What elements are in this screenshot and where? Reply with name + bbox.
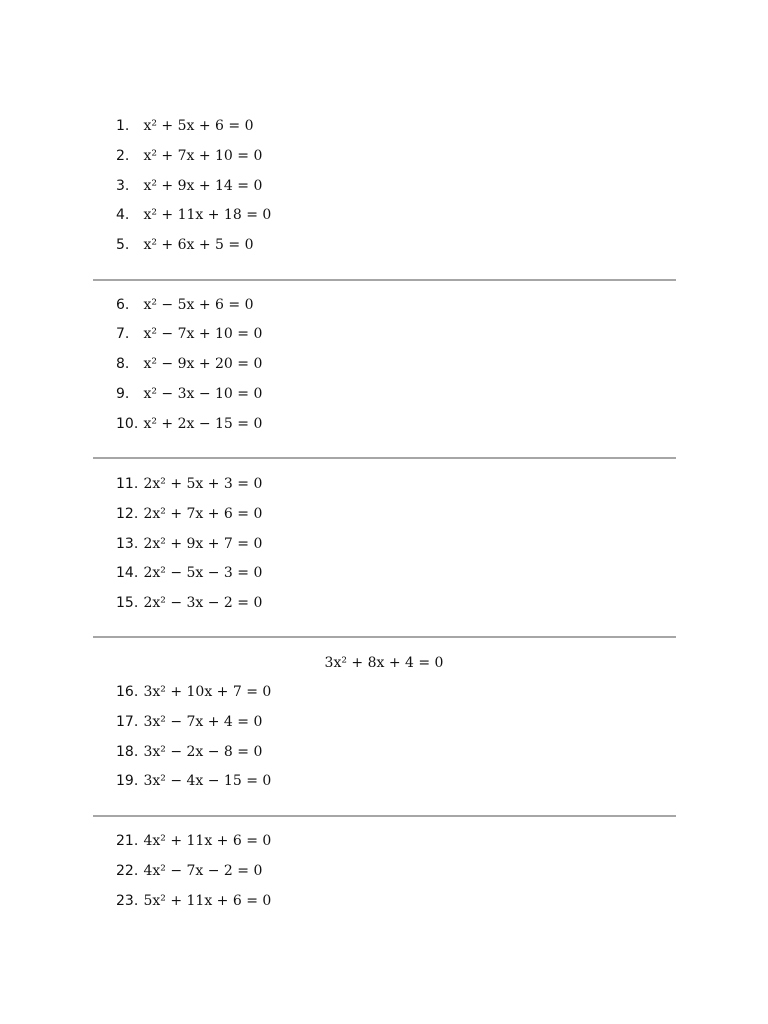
equation-number: 21. [116, 833, 139, 849]
equation-item [116, 742, 262, 762]
equation-item [116, 563, 262, 583]
equation-number: 13. [116, 536, 139, 552]
section-divider [93, 636, 676, 638]
equation-number: 9. [116, 386, 130, 402]
equation-number: 12. [116, 506, 139, 522]
equation-number: 2. [116, 148, 130, 164]
equation-text: x² + 9x + 14 = 0 [143, 178, 263, 194]
equation-item [116, 354, 262, 374]
equation-text: 2x² − 3x − 2 = 0 [143, 595, 263, 611]
equation-text: x² − 9x + 20 = 0 [143, 356, 263, 372]
equation-item [116, 235, 253, 255]
equation-item [116, 771, 271, 791]
equation-number: 8. [116, 356, 130, 372]
equation-text: 3x² + 10x + 7 = 0 [143, 684, 272, 700]
equation-text: 3x² − 4x − 15 = 0 [143, 773, 272, 789]
equation-item [116, 324, 262, 344]
equation-number: 16. [116, 684, 139, 700]
equation-text: x² + 2x − 15 = 0 [143, 416, 263, 432]
equation-item [116, 831, 271, 851]
equation-number: 11. [116, 476, 139, 492]
equation-number: 15. [116, 595, 139, 611]
equation-item [116, 146, 262, 166]
equation-text: x² + 5x + 6 = 0 [143, 118, 254, 134]
equation-number: 6. [116, 297, 130, 313]
equation-number: 17. [116, 714, 139, 730]
section-divider [93, 815, 676, 817]
equation-number: 1. [116, 118, 130, 134]
equation-text: 3x² − 2x − 8 = 0 [143, 744, 263, 760]
equation-number: 4. [116, 207, 130, 223]
equation-item [116, 474, 262, 494]
equation-number: 22. [116, 863, 139, 879]
equation-number: 14. [116, 565, 139, 581]
equation-number: 10. [116, 416, 139, 432]
equation-item [116, 682, 271, 702]
equation-text: x² + 6x + 5 = 0 [143, 237, 254, 253]
section-divider [93, 457, 676, 459]
equation-text: 2x² − 5x − 3 = 0 [143, 565, 263, 581]
equation-text: 4x² − 7x − 2 = 0 [143, 863, 263, 879]
equation-item [116, 295, 253, 315]
equation-text: x² − 5x + 6 = 0 [143, 297, 254, 313]
equation-item [116, 593, 262, 613]
equation-item [116, 712, 262, 732]
equation-number: 18. [116, 744, 139, 760]
equation-number: 23. [116, 893, 139, 909]
equation-text: 2x² + 9x + 7 = 0 [143, 536, 263, 552]
equation-text: 3x² − 7x + 4 = 0 [143, 714, 263, 730]
equation-text: x² − 7x + 10 = 0 [143, 326, 263, 342]
equation-text: x² + 11x + 18 = 0 [143, 207, 272, 223]
equation-item [116, 861, 262, 881]
equation-number: 19. [116, 773, 139, 789]
section-divider [93, 279, 676, 281]
equation-item [116, 534, 262, 554]
equation-text: 5x² + 11x + 6 = 0 [143, 893, 272, 909]
equation-text: 4x² + 11x + 6 = 0 [143, 833, 272, 849]
equation-number: 5. [116, 237, 130, 253]
equation-text: 2x² + 5x + 3 = 0 [143, 476, 263, 492]
centered-equation: 3x² + 8x + 4 = 0 [324, 655, 444, 671]
equation-number: 3. [116, 178, 130, 194]
equation-text: 2x² + 7x + 6 = 0 [143, 506, 263, 522]
equation-text: x² + 7x + 10 = 0 [143, 148, 263, 164]
equation-text: x² − 3x − 10 = 0 [143, 386, 263, 402]
equation-item [116, 414, 262, 434]
equation-item [116, 504, 262, 524]
equation-item [116, 205, 271, 225]
equation-item [116, 891, 271, 911]
equation-item [116, 384, 262, 404]
equation-item [116, 116, 253, 136]
equation-item [116, 176, 262, 196]
equation-number: 7. [116, 326, 130, 342]
